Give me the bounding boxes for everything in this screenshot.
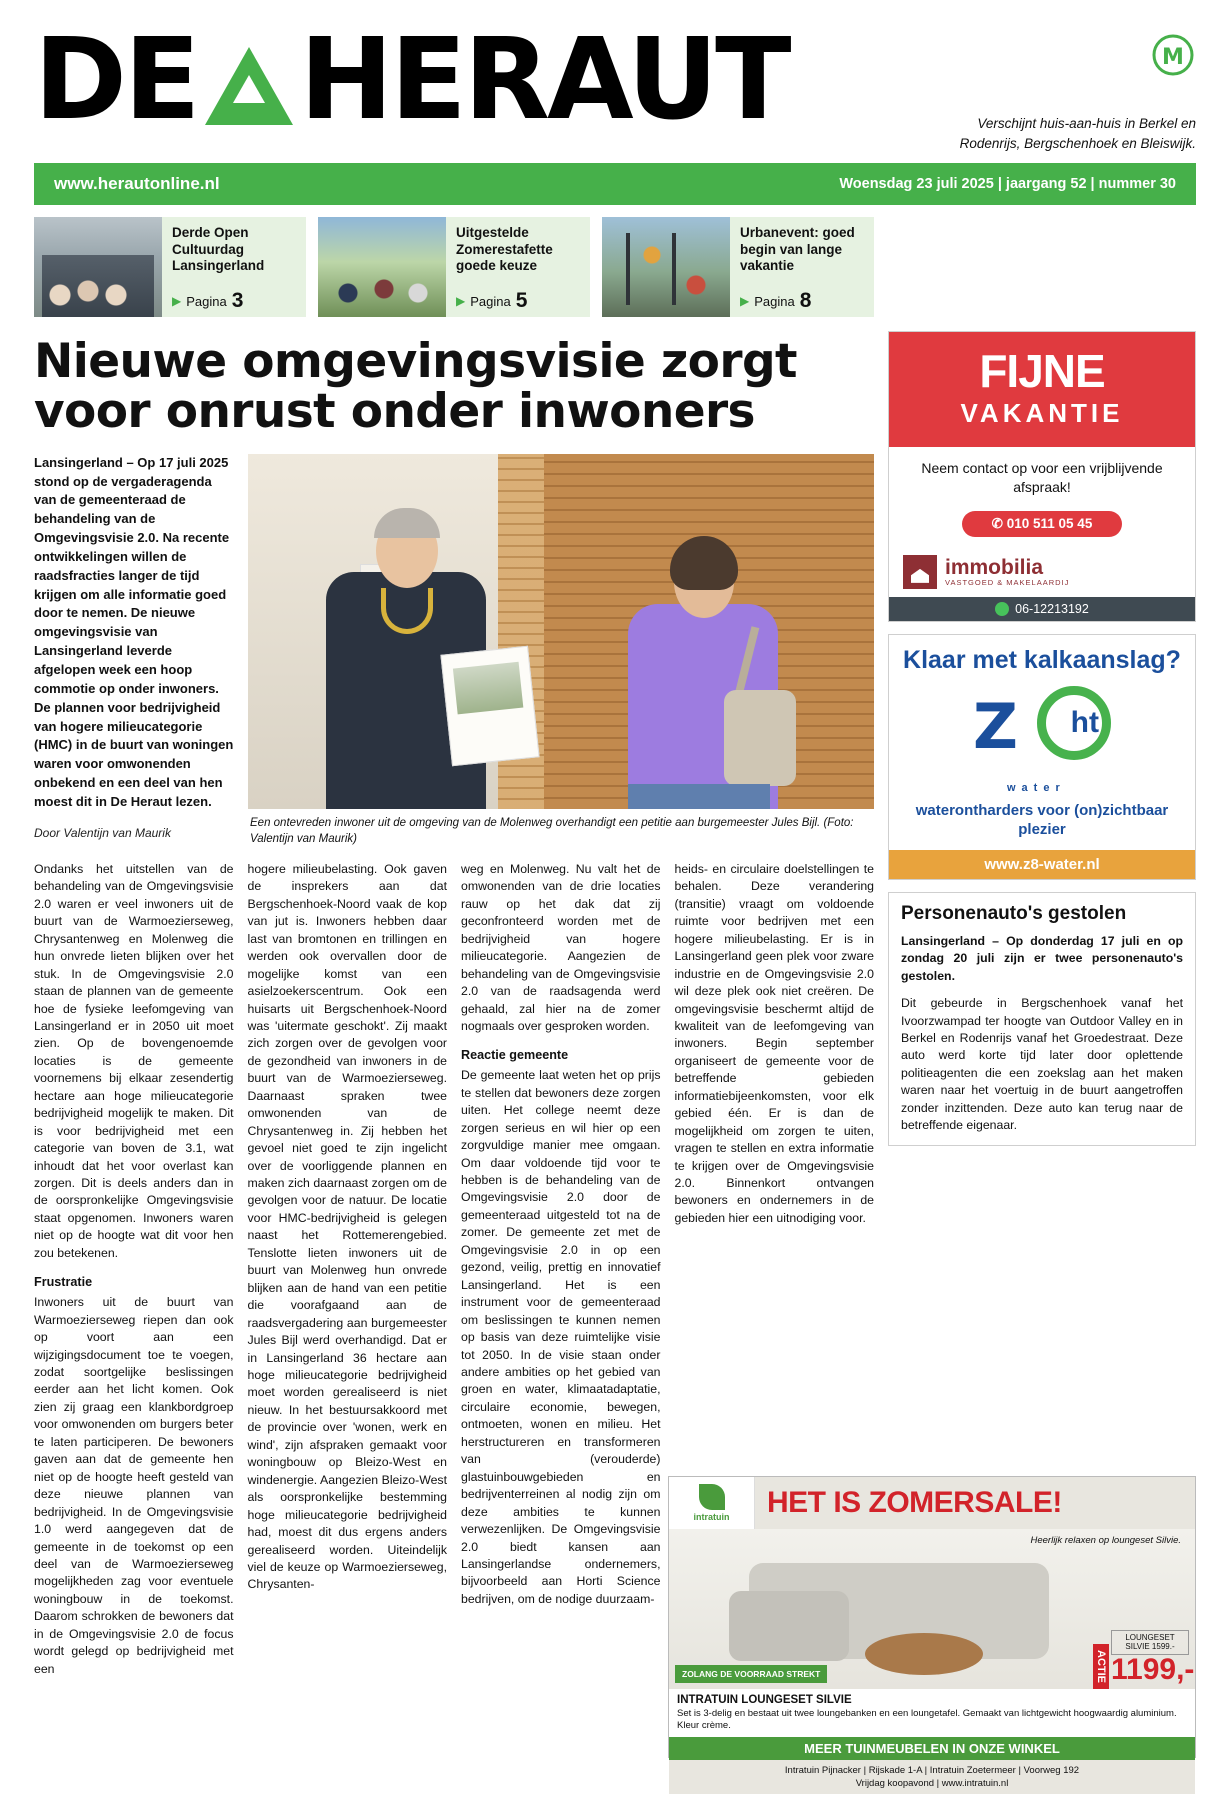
article-photo: [248, 454, 874, 809]
teaser-page-label: Pagina: [754, 293, 795, 309]
teaser-thumbnail-image: [34, 217, 162, 317]
z8-logo-water: water: [1007, 782, 1066, 795]
ad-store-hours[interactable]: Vrijdag koopavond | www.intratuin.nl: [855, 1777, 1009, 1789]
teaser-page-number: 8: [799, 289, 812, 313]
house-icon: [903, 555, 937, 589]
ad-price-block: [1111, 1630, 1195, 1686]
ad-product-image: [669, 1529, 1195, 1689]
teaser-thumbnail-image: [318, 217, 446, 317]
photo-caption: Een ontevreden inwoner uit de omgeving van de Molenweg overhandigt een petitie aan burgemeester Jules Bijl. (Foto: Valentijn van Maurik): [250, 816, 854, 845]
teaser-title: Urbanevent: goed begin van lange vakantie: [740, 225, 855, 274]
article-paragraph: Inwoners uit de buurt van Warmoezierseweg riepen dan ook op voort aan een wijzigingsdocument toe te voegen, zodat soortgelijke beslissingen eerder aan het licht komen. Ook zien zij graag een klankbordgroep voor omwonenden om burgers beter te laten participeren. De bewoners gaven aan dat de gemeente hen niet op de hoogte heeft gesteld van deze nieuwe plannen van bedrijvigheid. In de Omgevingsvisie 1.0 werd aangegeven dat de gemeente in de toekomst op een deel van de Warmoezierseweg mogelijkheden zag voor eventuele woningbouw in de toekomst. Daarom schrokken de bewoners dat in de Omgevingsvisie 2.0 de focus wordt gelegd op bedrijvigheid met een: [34, 1295, 234, 1676]
ad-z8-water[interactable]: [888, 634, 1196, 880]
ad-store-addresses: Intratuin Pijnacker | Rijskade 1-A | Intratuin Zoetermeer | Voorweg 192: [784, 1764, 1080, 1776]
teaser-title: Uitgestelde Zomerestafette goede keuze: [456, 225, 553, 274]
intratuin-logo: [669, 1477, 755, 1529]
z8-logo-letter: Z: [973, 690, 1018, 764]
teaser-thumbnail-image: [602, 217, 730, 317]
sidebar-news-title: Personenauto's gestolen: [901, 902, 1127, 924]
sidebar-news-item: [888, 892, 1196, 1146]
teaser-item[interactable]: [318, 217, 590, 317]
article-headline: Nieuwe omgevingsvisie zorgt voor onrust onder inwoners: [34, 334, 797, 440]
triangle-icon: [205, 47, 293, 125]
ad-intratuin-headline: HET IS ZOMERSALE!: [767, 1486, 1062, 1519]
ad-product-title: INTRATUIN LOUNGESET SILVIE: [677, 1694, 852, 1706]
ad-whatsapp-number: 06-12213192: [1015, 601, 1089, 616]
teaser-item[interactable]: [34, 217, 306, 317]
teaser-page-label: Pagina: [186, 293, 227, 309]
play-arrow-icon: ▶: [456, 294, 466, 309]
ad-product-description: Set is 3-delig en bestaat uit twee loungebanken en een loungetafel. Gemaakt van lichtgewicht hoogwaardig aluminium. Kleur crème.: [677, 1707, 1177, 1732]
ad-old-price: LOUNGESET SILVIE 1599.-: [1111, 1630, 1189, 1655]
ad-intratuin[interactable]: [668, 1476, 1196, 1789]
article-paragraph: hogere milieubelasting. Ook gaven de insprekers aan dat Bergschenhoek-Noord vaak de kop van jut is. Inwoners hebben daar last van bromtonen en trillingen en werden ook overvallen door de mogelijke komst van een asielzoekerscentrum. Ook een huisarts uit Bergschenhoek-Noord was 'uitermate geschokt'. Zij maakt zich zorgen over de gevolgen voor de gezondheid van inwoners in de buurt van de Warmoezierseweg. Daarnaast spraken twee omwonenden van de Chrysantenweg in. Zij hebben het gevoel niet goed te zijn ingelicht over de voorliggende plannen en maken zich daarnaast zorgen om de gevolgen voor de natuur. De locatie voor HMC-bedrijvigheid is gelegen naast het Rottemerengebied. Tenslotte lieten inwoners uit de buurt van Molenweg hun onvrede blijken aan de hand van een petitie die voorafgaand aan de raadsvergadering aan burgemeester Jules Bijl werd overhandigd. Dat er in Lansingerland 36 hectare aan hoge milieucategorie bedrijvigheid moet worden gerealiseerd is niet nieuw. In het bestuursakkoord met de provincie over 'wonen, werk en wind', zijn afspraken gemaakt voor woningbouw op Bleizo-West en windenergie. Aangezien Bleizo-West als oorspronkelijke bestemming hoge milieucategorie bedrijvigheid had, moest dit dus ergens anders gerealiseerd worden. Uiteindelijk viel de keuze op Warmoezierseweg, Chrysanten-: [247, 861, 447, 1592]
newspaper-logo: [34, 15, 789, 145]
article-column-1: [34, 861, 234, 1678]
ad-brand-name: immobilia: [945, 555, 1044, 579]
ad-phone-button[interactable]: [962, 511, 1122, 537]
ad-action-badge: ACTIE: [1093, 1644, 1109, 1689]
ad-contact-text: Neem contact op voor een vrijblijvende afspraak!: [921, 460, 1163, 496]
article-photo-block: [248, 454, 874, 847]
z8-logo: [967, 684, 1117, 796]
ad-z8-headline: Klaar met kalkaanslag?: [903, 645, 1181, 674]
ad-immobilia[interactable]: [888, 331, 1196, 622]
ad-brand: [889, 549, 1195, 597]
teaser-strip: [34, 217, 1196, 317]
teaser-page-label: Pagina: [470, 293, 511, 309]
intratuin-brand-name: intratuin: [693, 1512, 730, 1522]
article-subheading: Reactie gemeente: [461, 1048, 569, 1063]
ad-new-price: 1199,-: [1111, 1653, 1195, 1686]
m-circle-icon: [1152, 34, 1194, 76]
issue-info: Woensdag 23 juli 2025 | jaargang 52 | nummer 30: [839, 176, 1176, 193]
article-paragraph: heids- en circulaire doelstellingen te behalen. Deze verandering (transitie) vraagt om voldoende ruimte voor bedrijven met een hogere milieubelasting. Er is in Lansingerland geen plek voor zware industrie en de Omgevingsvisie 2.0 wil deze plek ook niet creëren. De omgevingsvisie beschermt altijd de kwaliteit van de leefomgeving van inwoners. Begin september organiseert de gemeente voor de betreffende gebieden informatiebijeenkomsten, voor elk gebied één. Er is dan de mogelijkheid om zorgen te uiten, vragen te stellen en extra informatie te krijgen over de Omgevingsvisie 2.0. Binnenkort ontvangen bewoners en ondernemers in de gebieden hier een uitnodiging voor.: [674, 861, 874, 1225]
phone-icon: ✆: [991, 515, 1003, 531]
article-column-2: [248, 861, 448, 1678]
masthead: [34, 15, 1196, 153]
leaf-icon: [699, 1484, 725, 1510]
article-byline: Door Valentijn van Maurik: [34, 825, 171, 840]
ad-product-note: Heerlijk relaxen op loungeset Silvie.: [1030, 1535, 1181, 1546]
article-column-3: [461, 861, 661, 1678]
ad-whatsapp-bar[interactable]: [889, 597, 1195, 621]
website-url[interactable]: www.herautonline.nl: [54, 174, 220, 194]
whatsapp-icon: [995, 602, 1009, 616]
ad-phone-number: 010 511 05 45: [1006, 515, 1093, 531]
ad-store-banner: MEER TUINMEUBELEN IN ONZE WINKEL: [669, 1737, 1195, 1760]
play-arrow-icon: ▶: [172, 294, 182, 309]
ad-z8-url[interactable]: www.z8-water.nl: [889, 850, 1195, 879]
ad-headline-line1: FIJNE: [979, 345, 1105, 398]
article-paragraph: weg en Molenweg. Nu valt het de omwonenden van de drie locaties rauw op het dak dat zij geconfronteerd worden met de bedrijvigheid van hogere milieucategorie. Aangezien de behandeling van de Omgevingsvisie 2.0 van de raadsagenda werd gehaald, zal hier na de zomer nogmaals over gesproken worden.: [461, 861, 661, 1033]
svg-text:M: M: [1162, 45, 1184, 70]
ad-headline-line2: VAKANTIE: [960, 398, 1124, 429]
article-paragraph: Ondanks het uitstellen van de behandeling van de Omgevingsvisie 2.0 waren er veel inwoners uit de buurt van de Warmoezierseweg, Chrysantenweg en Molenweg die hun onvrede lieten blijken over het stuk. In de Omgevingsvisie 2.0 staan de plannen van de gemeente hoe de fysieke leefomgeving van Lansingerland er in 2050 uit moet zien. Op de bovengenoemde locaties is de gemeente voornemens bij elkaar zesendertig hectare aan hoge milieucategorie bedrijvigheid mogelijk te maken. Dit is voor bedrijvigheid met een categorie van boven de 3.1, wat inhoudt dat het voor overlast kan zorgen. Dit is deels anders dan in de oorspronkelijke Omgevingsvisie staat opgenomen. Inwoners waren niet op de hoogte wat dit voor hen zou betekenen.: [34, 861, 234, 1260]
teaser-title: Derde Open Cultuurdag Lansingerland: [172, 225, 265, 274]
logo-text-de: DE: [34, 15, 198, 145]
teaser-item[interactable]: [602, 217, 874, 317]
play-arrow-icon: ▶: [740, 294, 750, 309]
teaser-page-number: 3: [231, 289, 244, 313]
sidebar-news-lead: Lansingerland – Op donderdag 17 juli en op zondag 20 juli zijn er twee personenauto's gestolen.: [901, 933, 1183, 983]
ad-z8-subline: waterontharders voor (on)zichtbaar plezier: [915, 802, 1169, 839]
article-subheading: Frustratie: [34, 1275, 93, 1290]
sidebar-news-body: Dit gebeurde in Bergschenhoek vanaf het Ivoorzwampad ter hoogte van Outdoor Valley en in Berkel en Rodenrijs vanaf het Groedestraat. Deze auto werd korte tijd later door oplettende politieagenten die een zoekslag aan het maken waren naar het voertuig in de buurt aangetroffen zonder inzittenden. Deze auto kan terug naar de betreffende eigenaar.: [901, 996, 1183, 1133]
masthead-tagline: Verschijnt huis-aan-huis in Berkel en Rodenrijs, Bergschenhoek en Bleiswijk.: [959, 116, 1196, 151]
article-lead: Lansingerland – Op 17 juli 2025 stond op de vergaderagenda van de gemeenteraad de behandeling van de Omgevingsvisie 2.0. Na recente ontwikkelingen willen de raadsfracties langer de tijd krijgen om alle informatie goed door te nemen. De nieuwe omgevingsvisie van Lansingerland leverde afgelopen week een hoop commotie op onder inwoners. De plannen voor bedrijvigheid van hogere milieucategorie (HMC) in de buurt van woningen waren voor omwonenden onbekend en een deel van hen moest dit in De Heraut lezen.: [34, 454, 234, 809]
ad-stock-badge: ZOLANG DE VOORRAAD STREKT: [675, 1665, 827, 1683]
z8-logo-ht: ht: [1070, 706, 1099, 740]
teaser-page-number: 5: [515, 289, 528, 313]
ad-brand-subtitle: VASTGOED & MAKELAARDIJ: [945, 577, 1070, 587]
article-paragraph: De gemeente laat weten het op prijs te stellen dat bewoners deze zorgen uiten. Het college neemt deze zorgen serieus en wil hier op een zorgvuldige manier mee omgaan. Om daar voldoende tijd voor te hebben is de behandeling van de Omgevingsvisie 2.0 door de gemeenteraad uitgesteld tot na de zomer. De gemeente zet met de Omgevingsvisie 2.0 in op een gezond, veilig, prettig en innovatief Lansingerland. Het is een instrument voor de gemeenteraad om beslissingen te kunnen nemen op basis van deze ruimtelijke visie tot 2050. In de visie staan onder andere ambities op het gebied van groen en water, klimaatadaptatie, circulaire economie, bewegen, ontmoeten, wonen en milieu. Het herstructureren en transformeren van (verouderde) glastuinbouwgebieden en bedrijventerreinen al nodig zijn om deze ambities te kunnen verwezenlijken. De Omgevingsvisie 2.0 biedt kansen aan Lansingerlandse ondernemers, bijvoorbeeld aan Horti Science bedrijven, om de nodige duurzaam-: [461, 1068, 661, 1606]
green-info-bar: [34, 163, 1196, 205]
logo-text-heraut: HERAUT: [299, 15, 789, 145]
